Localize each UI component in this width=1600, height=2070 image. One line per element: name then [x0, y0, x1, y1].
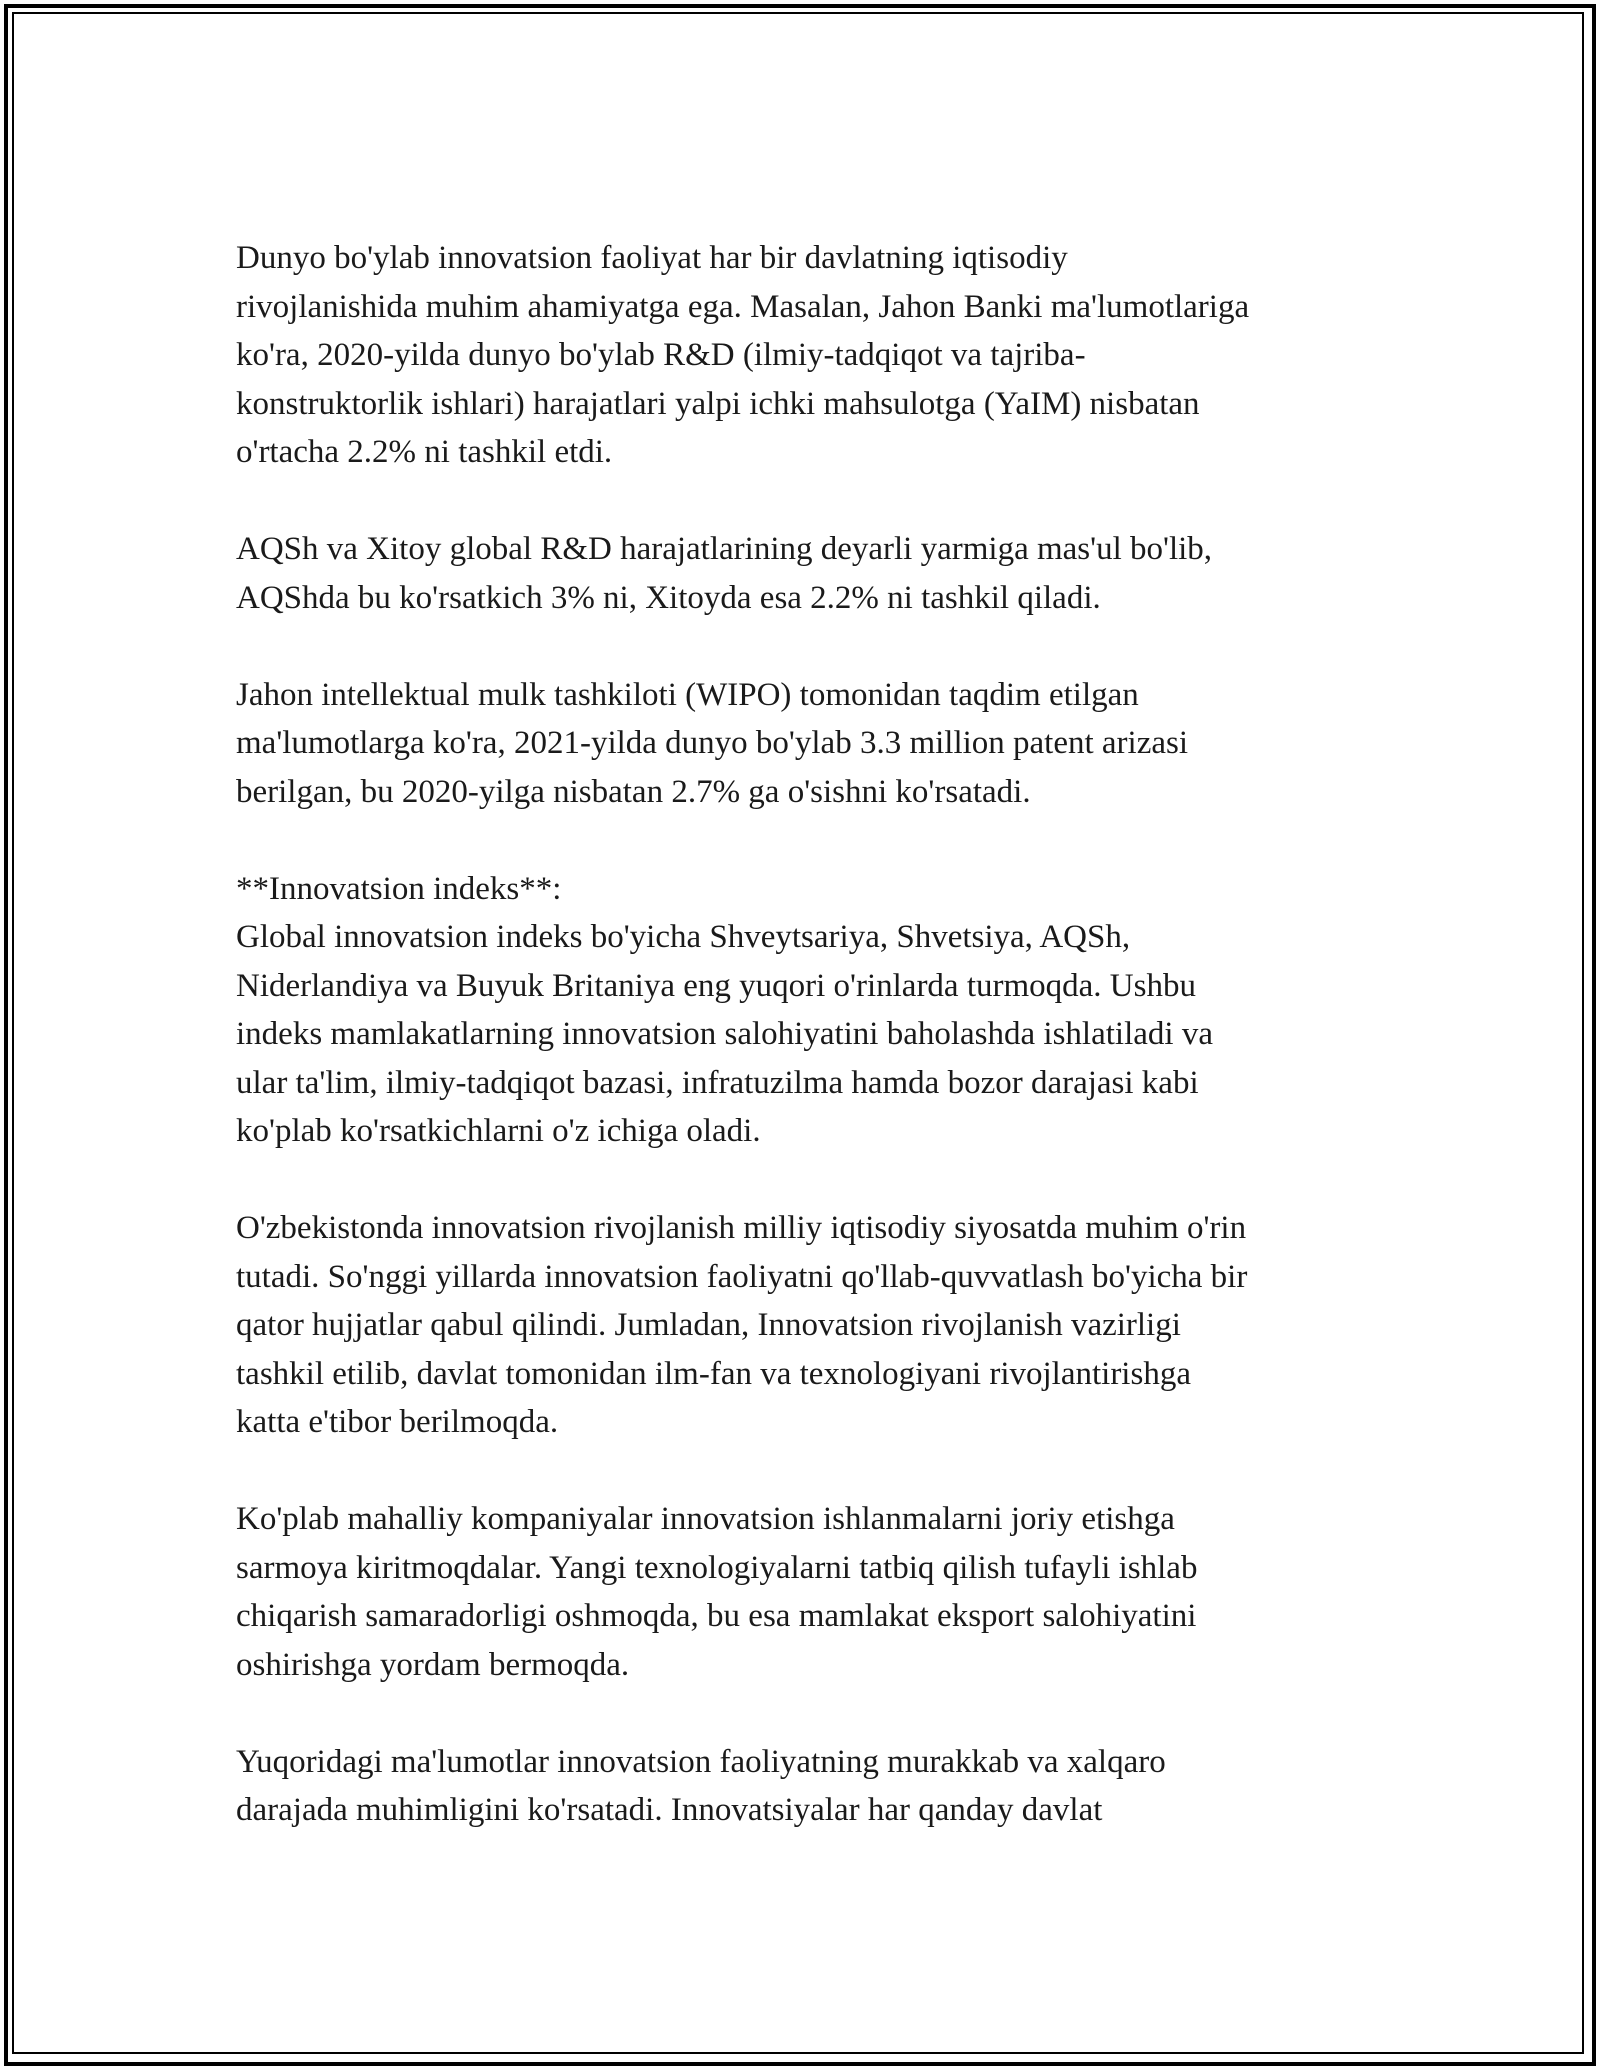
paragraph-local-companies: Ko'plab mahalliy kompaniyalar innovatsion ishlanmalarni joriy etishga sarmoya kiritmoqdalar. Yangi texnologiyalarni tatbiq qilish tufayli ishlab chiqarish samaradorligi oshmoqda, bu esa mamlakat eksport salohiyatini oshirishga yordam bermoqda. [236, 1501, 1198, 1683]
paragraph-wipo-patents: Jahon intellektual mulk tashkiloti (WIPO) tomonidan taqdim etilgan ma'lumotlarga ko'ra, 2021-yilda dunyo bo'ylab 3.3 million patent arizasi berilgan, bu 2020-yilga nisbatan 2.7% ga o'sishni ko'rsatadi. [236, 676, 1189, 810]
paragraph-uzbekistan: O'zbekistonda innovatsion rivojlanish milliy iqtisodiy siyosatda muhim o'rin tutadi. So'nggi yillarda innovatsion faoliyatni qo'llab-quvvatlash bo'yicha bir qator hujjatlar qabul qilindi. Jumladan, Innovatsion rivojlanish vazirligi tashkil etilib, davlat tomonidan ilm-fan va texnologiyani rivojlantirishga katta e'tibor berilmoqda. [236, 1210, 1248, 1440]
paragraph-rd-spending: Dunyo bo'ylab innovatsion faoliyat har bir davlatning iqtisodiy rivojlanishida muhim ahamiyatga ega. Masalan, Jahon Banki ma'lumotlariga ko'ra, 2020-yilda dunyo bo'ylab R&D (ilmiy-tadqiqot va tajriba- konstruktorlik ishlari) harajatlari yalpi ichki mahsulotga (YaIM) nisbatan o'rtacha 2.2% ni tashkil etdi. [236, 240, 1250, 470]
paragraph-innovation-index: **Innovatsion indeks**: Global innovatsion indeks bo'yicha Shveytsariya, Shvetsiya, AQSh, Niderlandiya va Buyuk Britaniya eng yuqori o'rinlarda turmoqda. Ushbu indeks mamlakatlarning innovatsion salohiyatini baholashda ishlatiladi va ular ta'lim, ilmiy-tadqiqot bazasi, infratuzilma hamda bozor darajasi kabi ko'plab ko'rsatkichlarni o'z ichiga oladi. [236, 870, 1213, 1149]
paragraph-conclusion: Yuqoridagi ma'lumotlar innovatsion faoliyatning murakkab va xalqaro darajada muhimligini ko'rsatadi. Innovatsiyalar har qanday davlat [236, 1743, 1166, 1828]
paragraph-usa-china: AQSh va Xitoy global R&D harajatlarining deyarli yarmiga mas'ul bo'lib, AQShda bu ko'rsatkich 3% ni, Xitoyda esa 2.2% ni tashkil qiladi. [236, 531, 1213, 616]
document-body [236, 234, 1376, 1883]
